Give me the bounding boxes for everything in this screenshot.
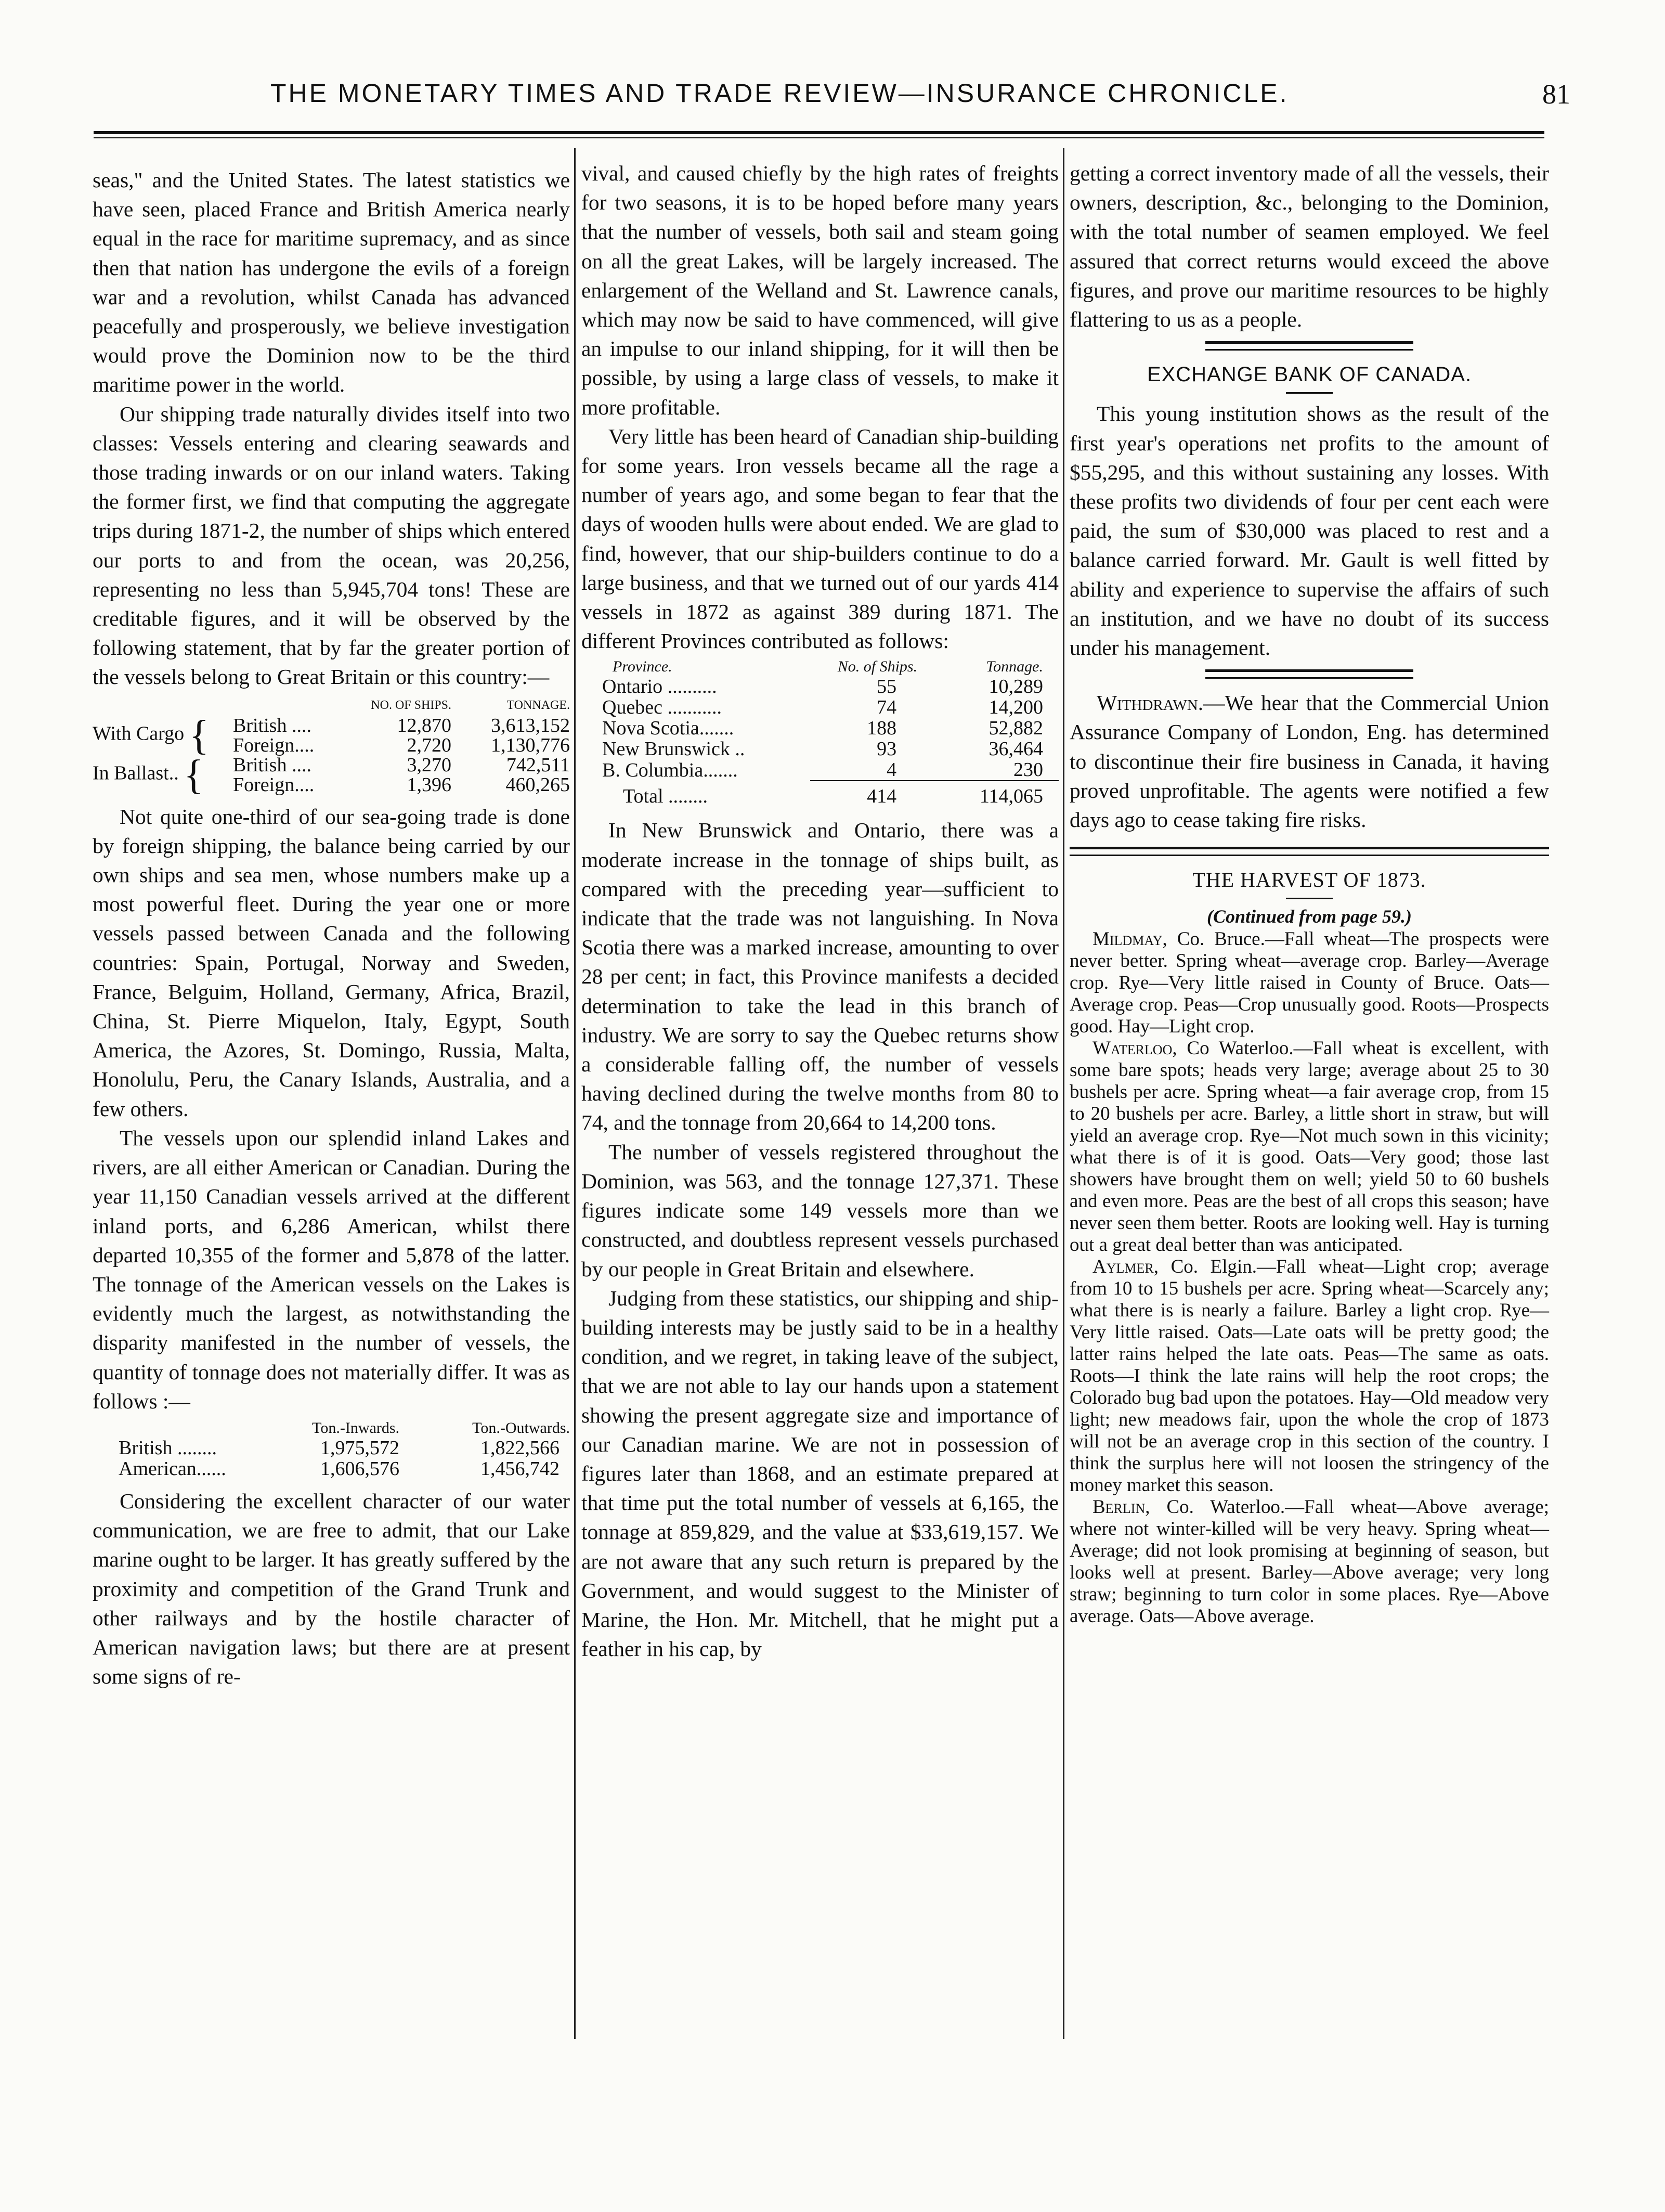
cell-outward: 1,456,742: [480, 1457, 560, 1480]
harvest-reports: [1070, 928, 1549, 1627]
header-ton-outwards: Ton.-Outwards.: [472, 1419, 570, 1437]
col2-paragraph-1: vival, and caused chiefly by the high rates of freights for two seasons, it is to be hoped before many years that the number of vessels, both sail and steam going on all the great Lakes, will be largely increased. The enlargement of the Welland and St. Lawrence canals, which may now be said to have commenced, will give an impulse to our inland shipping, for it will then be possible, by using a large class of vessels, to make it more profitable.: [581, 161, 1059, 419]
row-province: Ontario ..........: [602, 676, 717, 698]
col3-paragraph-1: getting a correct inventory made of all the vessels, their owners, description, &c., belonging to the Dominion, with the total number of seamen employed. We feel assured that correct returns would exceed the above figures, and prove our maritime resources to be highly flattering to us as a people.: [1070, 161, 1549, 332]
harvest-entry: [1070, 928, 1549, 1038]
entry-text: Co. Bruce.—Fall wheat—The prospects were never better. Spring wheat—average crop. Barley—Average crop. Rye—Very little raised in County of Bruce. Oats—Average crop. Peas—Crop unusually good. Roots—Prospects good. Hay—Light crop.: [1070, 928, 1549, 1038]
cell-tonnage: 742,511: [506, 754, 570, 776]
row-label: British ....: [233, 754, 311, 776]
cell-tonnage: 460,265: [505, 773, 570, 796]
row-label: British ....: [233, 714, 311, 736]
entry-place: Waterloo,: [1092, 1038, 1177, 1059]
short-rule: [1286, 898, 1333, 899]
harvest-entry: [1070, 1496, 1549, 1627]
header-ton-inwards: Ton.-Inwards.: [312, 1419, 399, 1437]
cell-ships: 55: [877, 676, 897, 698]
cell-tonnage: 14,200: [988, 696, 1043, 719]
lake-tonnage-table: [93, 1419, 570, 1479]
cell-ships: 1,396: [407, 773, 451, 796]
col2-paragraph-3: In New Brunswick and Ontario, there was a moderate increase in the tonnage of ships built, as compared with the preceding year—sufficient to indicate that the trade was not languishing. In Nova Scotia there was a marked increase, amounting to over 28 per cent; in fact, this Province manifests a decided determination to take the lead in this branch of industry. We are sorry to say the Quebec returns show a considerable falling off, the number of vessels having declined during the twelve months from 80 to 74, and the tonnage from 20,664 to 14,200 tons.: [581, 818, 1059, 1135]
row-province: B. Columbia.......: [602, 759, 738, 781]
continued-note: (Continued from page 59.): [1206, 906, 1412, 927]
cell-tonnage: 230: [917, 759, 1059, 781]
cell-outward: 1,822,566: [480, 1437, 560, 1459]
column-divider-1: [574, 148, 576, 2039]
cell-tonnage: 52,882: [988, 717, 1043, 740]
col1-paragraph-3: Not quite one-third of our sea-going trade is done by foreign shipping, the balance being carried by our own ships and sea men, whose numbers make up a most powerful fleet. During the year one or more vessels passed between Canada and the following countries: Spain, Portugal, Norway and Sweden, France, Belguim, Holland, Germany, Africa, Brazil, China, St. Pierre Miquelon, Italy, Egypt, South America, the Azores, St. Domingo, Russia, Malta, Honolulu, Peru, the Canary Islands, Australia, and a few others.: [93, 804, 570, 1121]
header-no-of-ships: No. of Ships.: [837, 658, 918, 676]
harvest-section-title: THE HARVEST OF 1873.: [1192, 868, 1426, 892]
column-2: [581, 159, 1059, 1663]
cell-tonnage: 3,613,152: [491, 714, 570, 736]
header-province: Province.: [613, 658, 672, 676]
cell-ships: 3,270: [407, 754, 451, 776]
bank-paragraph: This young institution shows as the result of the first year's operations net profits to the amount of $55,295, and this without sustaining any losses. With these profits two dividends of four per cent each were paid, the sum of $30,000 was placed to rest and a balance carried forward. Mr. Gault is well fitted by ability and experience to supervise the affairs of such an institution, and we have no doubt of its success under his management.: [1070, 402, 1549, 660]
row-total: Total ........: [623, 785, 708, 807]
group-with-cargo: With Cargo {: [93, 712, 210, 758]
row-label: British ........: [119, 1437, 217, 1459]
header-rule-thin: [94, 137, 1544, 138]
cell-tonnage: 1,130,776: [491, 734, 570, 756]
cell-inward: 1,606,576: [320, 1457, 399, 1480]
col2-paragraph-4: The number of vessels registered throughout the Dominion, was 563, and the tonnage 127,371. These figures indicate some 149 vessels more than we constructed, and doubtless represent vessels purchased by our people in Great Britain and elsewhere.: [581, 1140, 1059, 1281]
col1-paragraph-5: Considering the excellent character of our water communication, we are free to admit, that our Lake marine ought to be larger. It has greatly suffered by the proximity and competition of the Grand Trunk and other railways and by the hostile character of American navigation laws; but there are at present some signs of re-: [93, 1489, 570, 1689]
col1-paragraph-4: The vessels upon our splendid inland Lakes and rivers, are all either American or Canadian. During the year 11,150 Canadian vessels arrived at the different inland ports, and 6,286 American, whilst there departed 10,355 of the former and 5,878 of the latter. The tonnage of the American vessels on the Lakes is evidently much the largest, as notwithstanding the disparity manifested in the number of vessels, the quantity of tonnage does not materially differ. It was as follows :—: [93, 1126, 570, 1413]
cell-ships: 12,870: [397, 714, 451, 736]
entry-place: Berlin,: [1092, 1496, 1150, 1518]
col1-paragraph-2: Our shipping trade naturally divides itself into two classes: Vessels entering and clearing seawards and those trading inwards or on our inland waters. Taking the former first, we find that computing the aggregate trips during 1871-2, the number of ships which entered our ports to and from the ocean, was 20,256, representing no less than 5,945,704 tons! These are creditable figures, and it will be observed by the following statement, that by far the greater portion of the vessels belong to Great Britain or this country:—: [93, 402, 570, 689]
short-rule: [1286, 392, 1333, 394]
entry-place: Mildmay,: [1092, 928, 1167, 950]
header-tonnage: Tonnage.: [986, 658, 1043, 676]
column-3: [1070, 159, 1549, 1627]
row-label: American......: [119, 1457, 226, 1480]
col2-paragraph-2: Very little has been heard of Canadian ship-building for some years. Iron vessels became all the rage a number of years ago, and some began to fear that the days of wooden hulls were about ended. We are glad to find, however, that our ship-builders continue to do a large business, and that we turned out of our yards 414 vessels in 1872 as against 389 during 1871. The different Provinces contributed as follows:: [581, 424, 1059, 653]
withdrawn-lead: Withdrawn.: [1097, 691, 1204, 715]
cell-ships: 188: [867, 717, 897, 740]
entry-text: Co. Waterloo.—Fall wheat—Above average; where not winter-killed will be very heavy. Spring wheat—Average; did not look promising at beginning of season, but looks well at present. Barley—Above average; very long straw; beginning to turn color in some places. Rye—Above average. Oats—Above average.: [1070, 1496, 1549, 1627]
group-in-ballast-label: In Ballast..: [93, 762, 179, 784]
section-divider: [1205, 341, 1413, 351]
cell-inward: 1,975,572: [320, 1437, 399, 1459]
group-in-ballast: In Ballast.. {: [93, 752, 204, 798]
harvest-entry: [1070, 1256, 1549, 1496]
masthead-title: THE MONETARY TIMES AND TRADE REVIEW—INSURANCE CHRONICLE.: [270, 79, 1289, 108]
cell-ships: 74: [877, 696, 897, 719]
withdrawn-paragraph: [1070, 688, 1549, 834]
sea-trade-table: [93, 695, 570, 798]
group-with-cargo-label: With Cargo: [93, 722, 185, 745]
cell-ships: 2,720: [407, 734, 451, 756]
bank-section-title: EXCHANGE BANK OF CANADA.: [1147, 363, 1472, 386]
cell-ships: 4: [810, 759, 917, 781]
col1-paragraph-1: seas," and the United States. The latest statistics we have seen, placed France and British America nearly equal in the race for maritime supremacy, and as since then that nation has undergone the evils of a foreign war and a revolution, whilst Canada has advanced peacefully and prosperously, we believe investigation would prove the Dominion now to be the third maritime power in the world.: [93, 168, 570, 397]
entry-place: Aylmer,: [1092, 1256, 1159, 1278]
withdrawn-text: —We hear that the Commercial Union Assurance Company of London, Eng. has determined to discontinue their fire business in Canada, it having proved unprofitable. The agents were notified a few days ago to cease taking fire risks.: [1070, 691, 1549, 832]
cell-tonnage: 10,289: [988, 676, 1043, 698]
column-1: [93, 165, 570, 1691]
row-province: Nova Scotia.......: [602, 717, 734, 740]
cell-ships: 93: [877, 738, 897, 760]
provinces-table: [581, 657, 1059, 811]
page-header: [94, 78, 1570, 120]
row-province: New Brunswick ..: [602, 738, 745, 760]
cell-total-ships: 414: [867, 785, 897, 808]
cell-tonnage: 36,464: [988, 738, 1043, 760]
harvest-entry: [1070, 1038, 1549, 1256]
entry-text: Co. Elgin.—Fall wheat—Light crop; average from 10 to 15 bushels per acre. Spring wheat—Scarcely any; what there is is nearly a failure. Barley a light crop. Rye—Very little raised. Oats—Late oats will be pretty good; the latter rains helped the late oats. Peas—The same as oats. Roots—I think the late rains will help the root crops; the Colorado bug bad upon the potatoes. Hay—Old meadow very light; new meadows fair, upon the whole the crop of 1873 will not be an average crop in this section of the country. I think the surplus here will not loosen the stringency of the money market this season.: [1070, 1256, 1549, 1496]
section-divider: [1205, 669, 1413, 679]
section-divider-wide: [1070, 847, 1549, 856]
col2-paragraph-5: Judging from these statistics, our shipping and ship-building interests may be justly said to be in a healthy condition, and we regret, in taking leave of the subject, that we are not able to lay our hands upon a statement showing the present aggregate size and importance of our Canadian marine. We are not in possession of figures later than 1868, and an estimate prepared at that time put the total number of vessels at 6,165, the tonnage at 859,829, and the value at $33,619,157. We are not aware that any such return is prepared by the Government, and would suggest to the Minister of Marine, the Hon. Mr. Mitchell, that he might put a feather in his cap, by: [581, 1286, 1059, 1661]
cell-total-tonnage: 114,065: [979, 785, 1043, 808]
header-tonnage: TONNAGE.: [506, 698, 570, 712]
row-province: Quebec ...........: [602, 696, 722, 719]
row-label: Foreign....: [233, 734, 315, 756]
column-divider-2: [1063, 148, 1064, 2039]
header-no-of-ships: NO. OF SHIPS.: [371, 698, 451, 712]
page-number: 81: [1542, 79, 1570, 110]
header-rule-thick: [94, 131, 1544, 134]
entry-text: Co Waterloo.—Fall wheat is excellent, with some bare spots; heads very large; average about 25 to 30 bushels per acre. Spring wheat—a fair average crop, from 15 to 20 bushels per acre. Barley, a little short in straw, but will yield an average crop. Rye—Not much sown in this vicinity; what there is of it is good. Oats—Very good; those last showers have brought them on well; yield 50 to 60 bushels and even more. Peas are the best of all crops this season; have never seen them better. Roots are looking well. Hay is turning out a great deal better than was anticipated.: [1070, 1038, 1549, 1256]
row-label: Foreign....: [233, 773, 315, 796]
